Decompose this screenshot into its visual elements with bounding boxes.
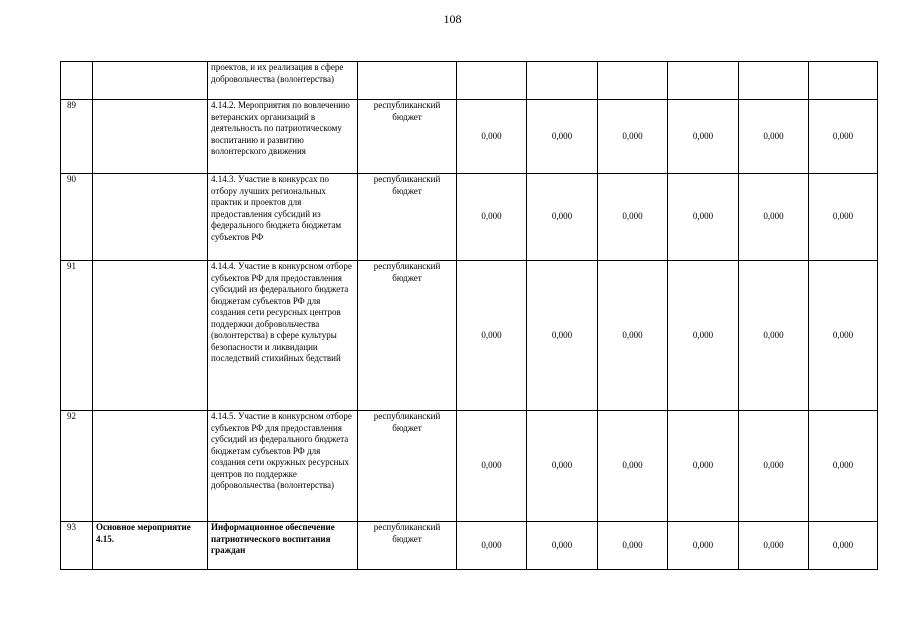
row-number-cell: 93: [61, 522, 93, 570]
amount-cell: 0,000: [668, 522, 739, 570]
measure-name-cell: Информационное обеспечение патриотического воспитания граждан: [208, 522, 358, 570]
funding-source-cell: республиканский бюджет: [358, 261, 457, 411]
budget-table: [60, 61, 878, 570]
measure-name-cell: 4.14.5. Участие в конкурсном отборе субъектов РФ для предоставления субсидий из федерального бюджета бюджетам субъектов РФ для создания сети окружных ресурсных центров по поддержке добровольчества (волонтерства): [208, 411, 358, 522]
amount-cell: [598, 62, 668, 100]
amount-cell: 0,000: [668, 261, 739, 411]
row-number-cell: 90: [61, 174, 93, 261]
funding-source-cell: [358, 62, 457, 100]
table-row: [61, 261, 878, 411]
amount-cell: 0,000: [809, 174, 878, 261]
funding-source-cell: республиканский бюджет: [358, 411, 457, 522]
row-number-cell: 91: [61, 261, 93, 411]
amount-cell: 0,000: [457, 261, 527, 411]
table-row: [61, 174, 878, 261]
amount-cell: [527, 62, 598, 100]
amount-cell: 0,000: [739, 174, 809, 261]
measure-name-cell: 4.14.4. Участие в конкурсном отборе субъектов РФ для предоставления субсидий из федерального бюджета бюджетам субъектов РФ для создания сети ресурсных центров поддержки добровольчества (волонтерства) в сфере культуры безопасности и ликвидации последствий стихийных бедствий: [208, 261, 358, 411]
item-cell: [93, 261, 208, 411]
item-cell: [93, 411, 208, 522]
amount-cell: 0,000: [527, 261, 598, 411]
amount-cell: [668, 62, 739, 100]
funding-source-cell: республиканский бюджет: [358, 174, 457, 261]
amount-cell: 0,000: [598, 261, 668, 411]
funding-source-cell: республиканский бюджет: [358, 522, 457, 570]
table-row: [61, 411, 878, 522]
item-cell: [93, 100, 208, 174]
funding-source-cell: республиканский бюджет: [358, 100, 457, 174]
amount-cell: 0,000: [527, 100, 598, 174]
amount-cell: [739, 62, 809, 100]
amount-cell: 0,000: [809, 522, 878, 570]
amount-cell: 0,000: [739, 522, 809, 570]
item-cell: [93, 62, 208, 100]
item-cell: Основное мероприятие 4.15.: [93, 522, 208, 570]
item-cell: [93, 174, 208, 261]
amount-cell: 0,000: [598, 411, 668, 522]
amount-cell: 0,000: [457, 174, 527, 261]
amount-cell: 0,000: [457, 522, 527, 570]
row-number-cell: 92: [61, 411, 93, 522]
amount-cell: 0,000: [668, 174, 739, 261]
amount-cell: 0,000: [598, 174, 668, 261]
row-number-cell: [61, 62, 93, 100]
amount-cell: 0,000: [527, 411, 598, 522]
amount-cell: 0,000: [457, 411, 527, 522]
measure-name-cell: проектов, и их реализация в сфере добровольчества (волонтерства): [208, 62, 358, 100]
row-number-cell: 89: [61, 100, 93, 174]
amount-cell: 0,000: [598, 522, 668, 570]
table-row: [61, 100, 878, 174]
measure-name-cell: 4.14.2. Мероприятия по вовлечению ветеранских организаций в деятельность по патриотическому воспитанию и развитию волонтерского движения: [208, 100, 358, 174]
amount-cell: 0,000: [668, 411, 739, 522]
amount-cell: 0,000: [668, 100, 739, 174]
amount-cell: 0,000: [739, 261, 809, 411]
amount-cell: 0,000: [809, 100, 878, 174]
amount-cell: [809, 62, 878, 100]
amount-cell: 0,000: [598, 100, 668, 174]
amount-cell: 0,000: [527, 174, 598, 261]
amount-cell: [457, 62, 527, 100]
table-row: [61, 522, 878, 570]
amount-cell: 0,000: [457, 100, 527, 174]
amount-cell: 0,000: [527, 522, 598, 570]
amount-cell: 0,000: [739, 100, 809, 174]
table-body: [61, 62, 878, 570]
table-row: [61, 62, 878, 100]
measure-name-cell: 4.14.3. Участие в конкурсах по отбору лучших региональных практик и проектов для предоставления субсидий из федерального бюджета бюджетам субъектов РФ: [208, 174, 358, 261]
amount-cell: 0,000: [739, 411, 809, 522]
page-number: 108: [443, 12, 462, 26]
amount-cell: 0,000: [809, 261, 878, 411]
amount-cell: 0,000: [809, 411, 878, 522]
